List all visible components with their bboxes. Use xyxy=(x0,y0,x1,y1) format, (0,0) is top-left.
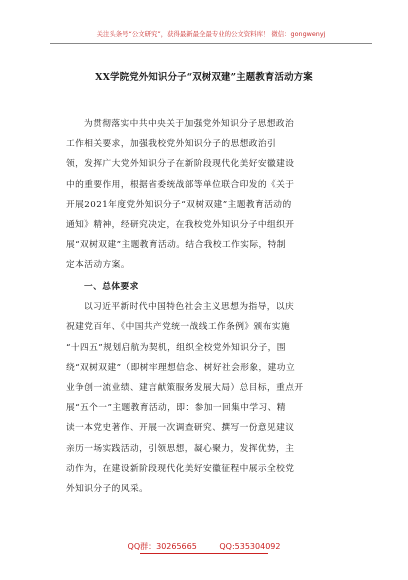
paragraph-line: 开展2021年度党外知识分子“双树双建”主题教育活动的 xyxy=(66,199,292,210)
intro-paragraph xyxy=(66,114,338,276)
paragraph-line: 为贯彻落实中共中央关于加强党外知识分子思想政治 xyxy=(84,119,295,129)
header-banner: 关注头条号“公文研究”，获得最新最全最专业的公文资料库！ 微信：gongwenyj xyxy=(50,26,372,44)
footer-qq: QQ:535304092 xyxy=(219,542,281,551)
section-1 xyxy=(66,277,338,499)
paragraph-line: 定本活动方案。 xyxy=(66,260,130,271)
footer-qq-group: QQ群：30265665 xyxy=(127,542,197,551)
paragraph-line: 展“五个一”主题教育活动，即：参加一回集中学习、精 xyxy=(66,403,286,414)
footer-underline xyxy=(140,553,268,554)
paragraph-line: 绕“双树双建”（即树牢理想信念、树好社会形象，建功立 xyxy=(66,362,296,373)
footer-contact xyxy=(0,541,408,552)
paragraph-line: 读一本党史著作、开展一次调查研究、撰写一份意见建议 xyxy=(66,423,295,434)
paragraph-line: 亲历一场实践活动，引领思想，凝心聚力，发挥优势，主 xyxy=(66,443,295,454)
paragraph-line: 领，发挥广大党外知识分子在新阶段现代化美好安徽建设 xyxy=(66,159,295,170)
paragraph-line: 工作相关要求，加强我校党外知识分子的思想政治引 xyxy=(66,139,277,150)
paragraph-line: 动作为，在建设新阶段现代化美好安徽征程中展示全校党 xyxy=(66,463,295,474)
paragraph-line: 业争创一流业绩、建言献策服务发展大局）总目标，重点开 xyxy=(66,382,304,393)
paragraph-line: “十四五”规划启航为契机，组织全校党外知识分子，围 xyxy=(66,342,286,353)
paragraph-line: 中的重要作用，根据省委统战部等单位联合印发的《关于 xyxy=(66,179,295,190)
paragraph-line: 展“双树双建”主题教育活动。结合我校工作实际，特制 xyxy=(66,240,286,251)
paragraph-line: 以习近平新时代中国特色社会主义思想为指导，以庆 xyxy=(84,302,295,313)
paragraph-line: 祝建党百年、《中国共产党统一战线工作条例》颁布实施 xyxy=(66,322,291,333)
paragraph-line: 外知识分子的风采。 xyxy=(66,483,149,494)
document-title: XX学院党外知识分子“双树双建”主题教育活动方案 xyxy=(95,72,313,83)
section-heading: 一、总体要求 xyxy=(84,282,139,292)
paragraph-line: 通知》精神，经研究决定，在我校党外知识分子中组织开 xyxy=(66,219,295,230)
